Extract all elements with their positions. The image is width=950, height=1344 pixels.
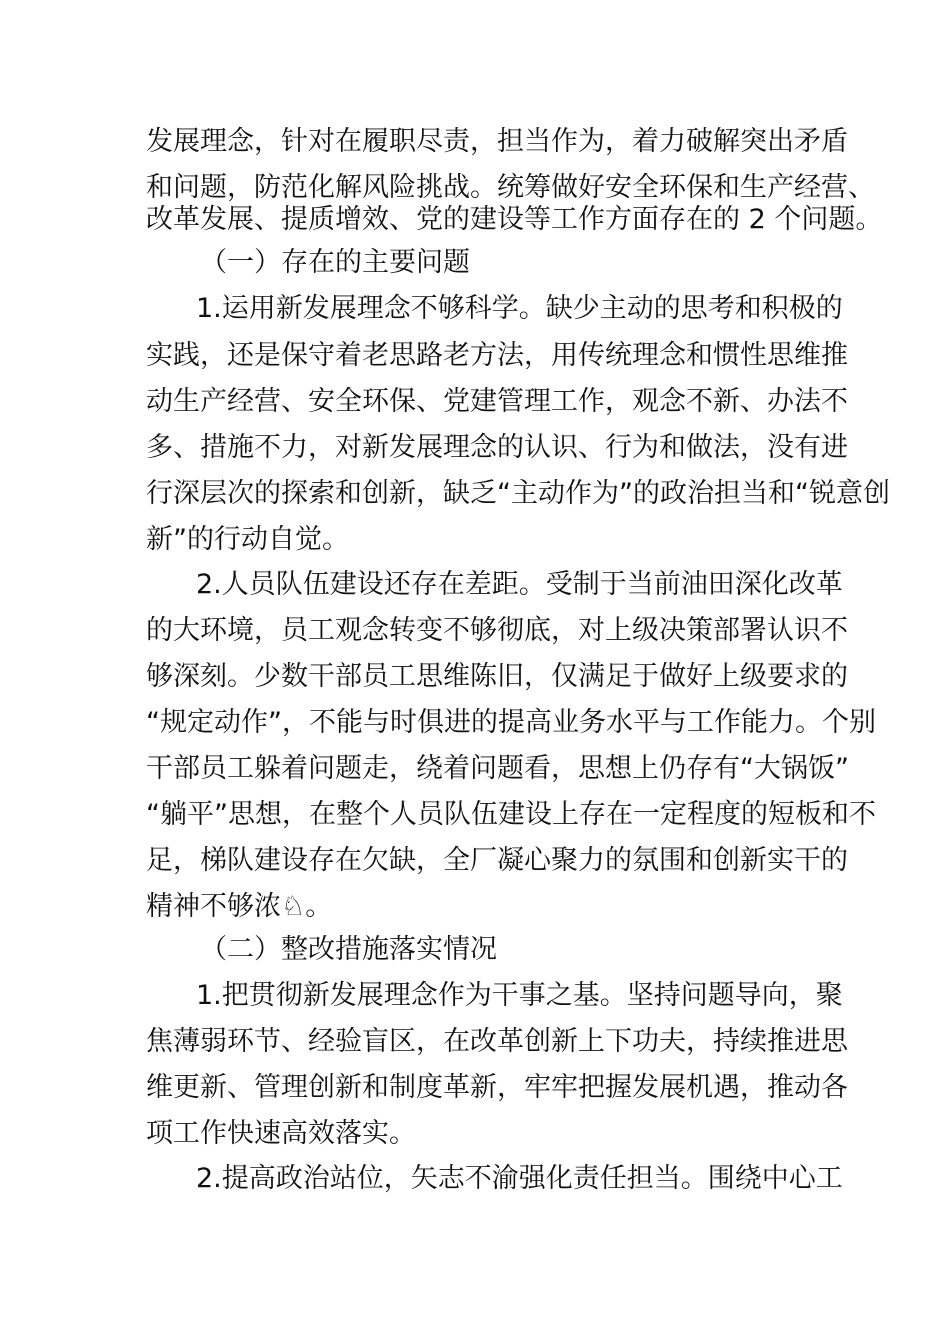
section-heading-1: （一）存在的主要问题 (200, 247, 470, 278)
paragraph-2-line: 2.人员队伍建设还存在差距。受制于当前油田深化改革 (196, 569, 843, 600)
paragraph-1-line: 动生产经营、安全环保、党建管理工作，观念不新、办法不 (146, 386, 848, 417)
text-line: 改革发展、提质增效、党的建设等工作方面存在的 2 个问题。 (146, 204, 883, 235)
paragraph-1-line: 行深层次的探索和创新，缺乏“主动作为”的政治担当和“锐意创 (146, 478, 890, 509)
paragraph-2-line: “躺平”思想，在整个人员队伍建设上存在一定程度的短板和不 (146, 799, 876, 830)
paragraph-2-line: 的大环境，员工观念转变不够彻底，对上级决策部署认识不 (146, 615, 848, 646)
paragraph-1-line: 多、措施不力，对新发展理念的认识、行为和做法，没有进 (146, 432, 848, 463)
paragraph-2-line: 精神不够浓♘。 (146, 891, 333, 922)
section-heading-2: （二）整改措施落实情况 (200, 934, 497, 965)
paragraph-2-line: 够深刻。少数干部员工思维陈旧，仅满足于做好上级要求的 (146, 661, 848, 692)
paragraph-2-line: 足，梯队建设存在欠缺，全厂凝心聚力的氛围和创新实干的 (146, 845, 848, 876)
paragraph-3-line: 维更新、管理创新和制度革新，牢牢把握发展机遇，推动各 (146, 1072, 848, 1103)
paragraph-4-line: 2.提高政治站位，矢志不渝强化责任担当。围绕中心工 (196, 1163, 843, 1194)
paragraph-1-line: 1.运用新发展理念不够科学。缺少主动的思考和积极的 (196, 293, 843, 324)
paragraph-3-line: 项工作快速高效落实。 (146, 1118, 416, 1149)
paragraph-2-line: 干部员工躲着问题走，绕着问题看，思想上仍存有“大锅饭” (146, 753, 849, 784)
text-line: 和问题，防范化解风险挑战。统筹做好安全环保和生产经营、 (146, 172, 875, 203)
paragraph-1-line: 新”的行动自觉。 (146, 524, 349, 555)
text-line: 发展理念，针对在履职尽责，担当作为，着力破解突出矛盾 (146, 126, 848, 157)
paragraph-2-line: “规定动作”，不能与时俱进的提高业务水平与工作能力。个别 (146, 707, 876, 738)
paragraph-1-line: 实践，还是保守着老思路老方法，用传统理念和惯性思维推 (146, 340, 848, 371)
paragraph-3-line: 焦薄弱环节、经验盲区，在改革创新上下功夫，持续推进思 (146, 1026, 848, 1057)
paragraph-3-line: 1.把贯彻新发展理念作为干事之基。坚持问题导向，聚 (196, 980, 843, 1011)
